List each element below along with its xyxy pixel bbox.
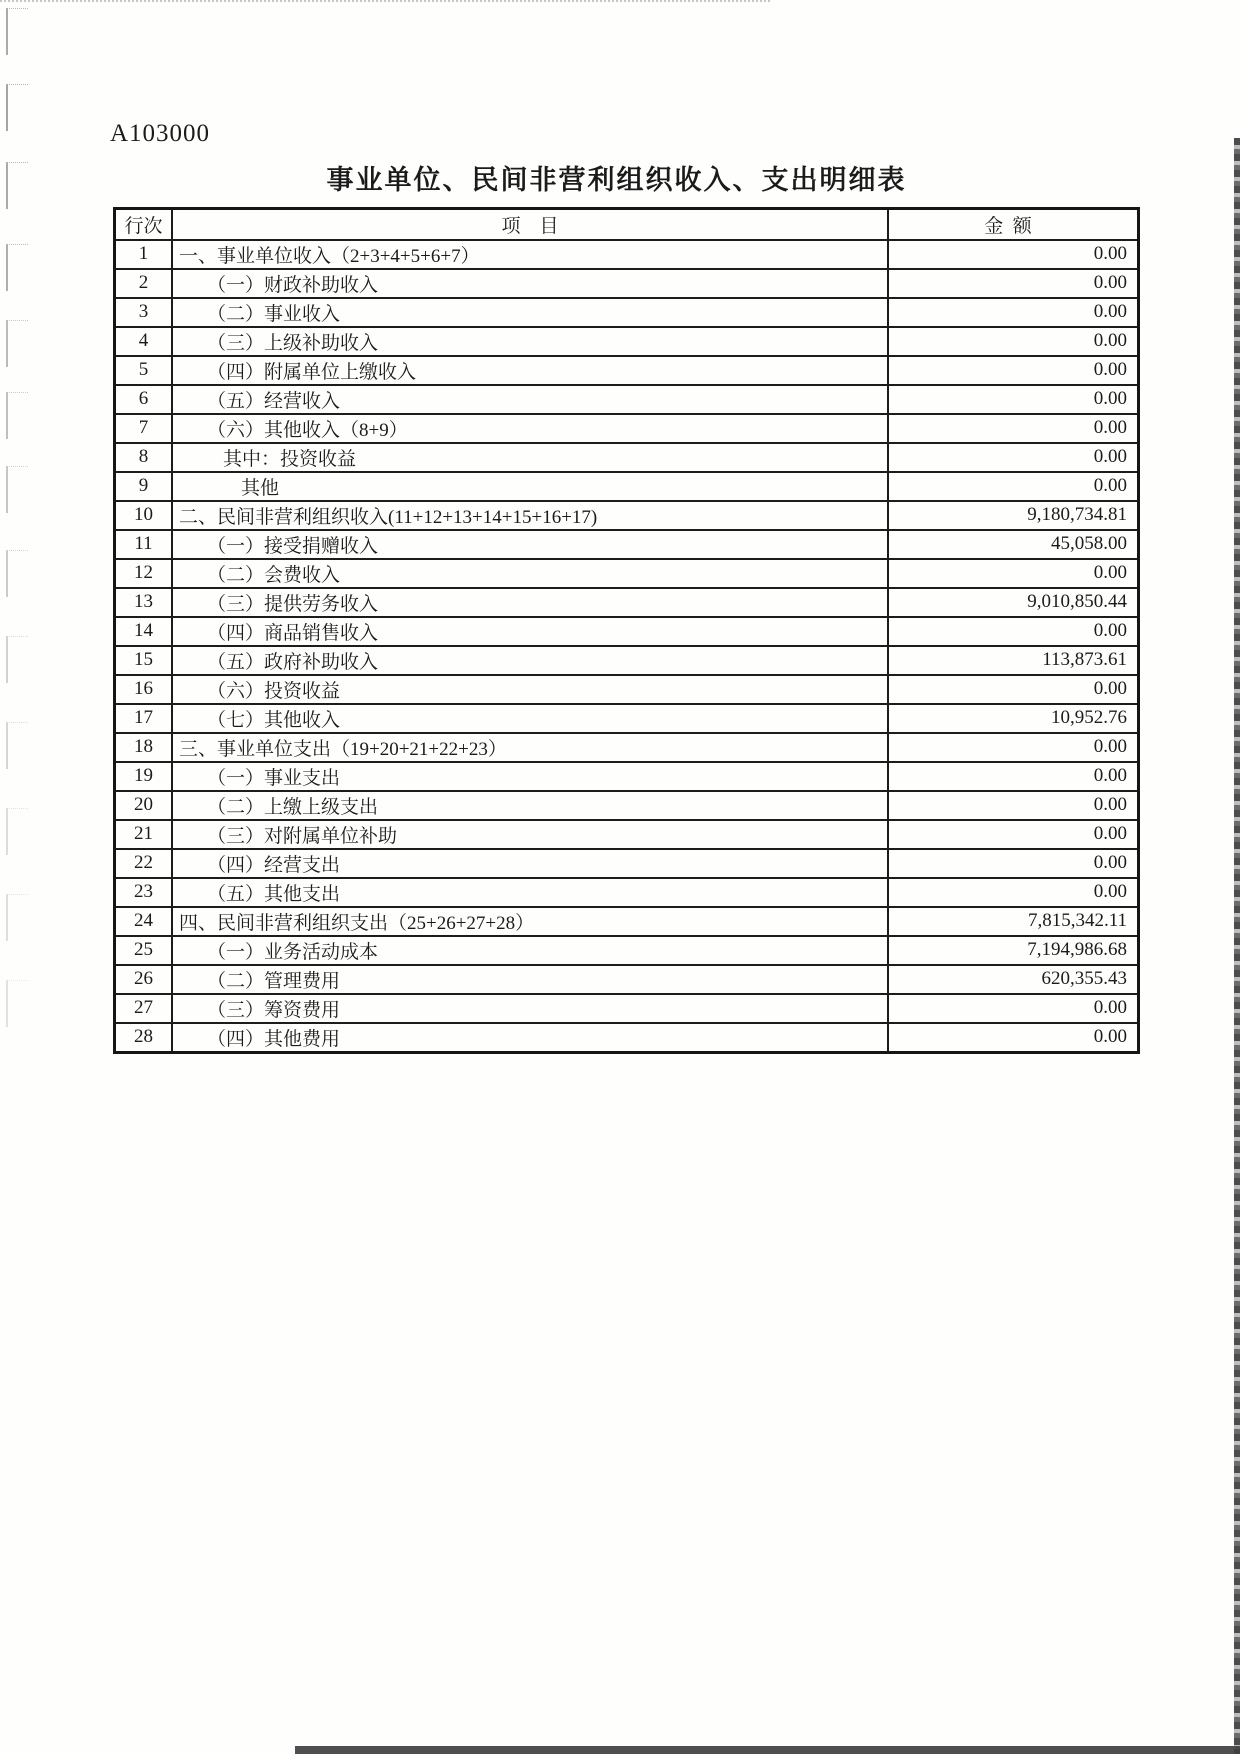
table-row	[115, 356, 1139, 385]
row-number: 28	[115, 1023, 173, 1053]
row-number: 13	[115, 588, 173, 617]
income-expense-table	[113, 207, 1140, 1054]
table-row	[115, 327, 1139, 356]
scan-artifact-binding-mark	[6, 980, 28, 1027]
table-body	[115, 240, 1139, 1053]
row-number: 8	[115, 443, 173, 472]
header-row-number: 行次	[115, 209, 173, 240]
row-item-label: 其中：投资收益	[172, 443, 888, 472]
row-item-label: （三）提供劳务收入	[172, 588, 888, 617]
row-amount-value: 620,355.43	[888, 965, 1139, 994]
row-number: 26	[115, 965, 173, 994]
row-amount-value: 113,873.61	[888, 646, 1139, 675]
table-row	[115, 849, 1139, 878]
row-item-label: （三）筹资费用	[172, 994, 888, 1023]
row-item-label: （一）财政补助收入	[172, 269, 888, 298]
row-amount-value: 0.00	[888, 994, 1139, 1023]
table-row	[115, 762, 1139, 791]
row-item-label: （六）投资收益	[172, 675, 888, 704]
row-item-label: （二）管理费用	[172, 965, 888, 994]
scan-artifact-binding-mark	[6, 8, 28, 55]
row-item-label: （四）其他费用	[172, 1023, 888, 1053]
row-amount-value: 0.00	[888, 472, 1139, 501]
row-amount-value: 0.00	[888, 849, 1139, 878]
table-header-row	[115, 209, 1139, 240]
row-number: 22	[115, 849, 173, 878]
scan-artifact-binding-mark	[6, 466, 28, 513]
row-amount-value: 0.00	[888, 791, 1139, 820]
row-amount-value: 0.00	[888, 559, 1139, 588]
table-row	[115, 385, 1139, 414]
row-item-label: （二）事业收入	[172, 298, 888, 327]
row-number: 4	[115, 327, 173, 356]
row-amount-value: 7,194,986.68	[888, 936, 1139, 965]
row-number: 16	[115, 675, 173, 704]
table-row	[115, 559, 1139, 588]
row-number: 2	[115, 269, 173, 298]
row-amount-value: 0.00	[888, 443, 1139, 472]
table-row	[115, 675, 1139, 704]
row-number: 12	[115, 559, 173, 588]
table-row	[115, 878, 1139, 907]
table-row	[115, 907, 1139, 936]
row-amount-value: 0.00	[888, 820, 1139, 849]
row-item-label: 三、事业单位支出（19+20+21+22+23）	[172, 733, 888, 762]
row-number: 23	[115, 878, 173, 907]
table-row	[115, 646, 1139, 675]
row-number: 9	[115, 472, 173, 501]
table-row	[115, 269, 1139, 298]
row-number: 20	[115, 791, 173, 820]
row-number: 3	[115, 298, 173, 327]
row-item-label: （五）经营收入	[172, 385, 888, 414]
row-item-label: （七）其他收入	[172, 704, 888, 733]
scan-artifact-bottom-edge	[295, 1746, 1240, 1754]
table-head	[115, 209, 1139, 240]
row-amount-value: 0.00	[888, 675, 1139, 704]
row-number: 7	[115, 414, 173, 443]
header-amount: 金 额	[888, 209, 1139, 240]
row-item-label: （六）其他收入（8+9）	[172, 414, 888, 443]
row-amount-value: 0.00	[888, 1023, 1139, 1053]
row-amount-value: 9,180,734.81	[888, 501, 1139, 530]
table-row	[115, 472, 1139, 501]
row-amount-value: 0.00	[888, 414, 1139, 443]
row-amount-value: 7,815,342.11	[888, 907, 1139, 936]
row-amount-value: 0.00	[888, 617, 1139, 646]
table-row	[115, 791, 1139, 820]
row-item-label: （二）上缴上级支出	[172, 791, 888, 820]
table-row	[115, 414, 1139, 443]
row-number: 14	[115, 617, 173, 646]
row-amount-value: 0.00	[888, 733, 1139, 762]
row-amount-value: 0.00	[888, 269, 1139, 298]
row-item-label: （三）上级补助收入	[172, 327, 888, 356]
row-item-label: （一）事业支出	[172, 762, 888, 791]
row-number: 5	[115, 356, 173, 385]
row-amount-value: 0.00	[888, 327, 1139, 356]
row-item-label: 四、民间非营利组织支出（25+26+27+28）	[172, 907, 888, 936]
scan-artifact-binding-mark	[6, 244, 28, 291]
row-amount-value: 0.00	[888, 878, 1139, 907]
scan-artifact-binding-mark	[6, 84, 28, 131]
row-item-label: （一）接受捐赠收入	[172, 530, 888, 559]
row-number: 24	[115, 907, 173, 936]
row-amount-value: 45,058.00	[888, 530, 1139, 559]
row-item-label: （五）其他支出	[172, 878, 888, 907]
row-amount-value: 0.00	[888, 385, 1139, 414]
scan-artifact-binding-mark	[6, 808, 28, 855]
table-row	[115, 501, 1139, 530]
row-number: 1	[115, 240, 173, 269]
row-item-label: 二、民间非营利组织收入(11+12+13+14+15+16+17)	[172, 501, 888, 530]
row-number: 15	[115, 646, 173, 675]
row-number: 17	[115, 704, 173, 733]
row-item-label: （四）附属单位上缴收入	[172, 356, 888, 385]
table-row	[115, 530, 1139, 559]
row-amount-value: 0.00	[888, 762, 1139, 791]
page-title: 事业单位、民间非营利组织收入、支出明细表	[326, 165, 907, 195]
row-amount-value: 0.00	[888, 298, 1139, 327]
row-item-label: （一）业务活动成本	[172, 936, 888, 965]
row-number: 25	[115, 936, 173, 965]
scan-artifact-binding-mark	[6, 162, 28, 209]
table-row	[115, 994, 1139, 1023]
row-number: 27	[115, 994, 173, 1023]
row-item-label: （二）会费收入	[172, 559, 888, 588]
scan-artifact-right-edge	[1234, 138, 1240, 1754]
row-item-label: 其他	[172, 472, 888, 501]
row-item-label: （四）商品销售收入	[172, 617, 888, 646]
row-item-label: （五）政府补助收入	[172, 646, 888, 675]
scan-artifact-binding-mark	[6, 550, 28, 597]
table-row	[115, 443, 1139, 472]
scan-artifact-binding-mark	[6, 320, 28, 367]
row-number: 19	[115, 762, 173, 791]
scan-artifact-binding-mark	[6, 636, 28, 683]
table-row	[115, 820, 1139, 849]
row-number: 21	[115, 820, 173, 849]
row-amount-value: 0.00	[888, 240, 1139, 269]
table-row	[115, 936, 1139, 965]
table-row	[115, 733, 1139, 762]
table-row	[115, 617, 1139, 646]
table-row	[115, 240, 1139, 269]
scan-artifact-binding-mark	[6, 392, 28, 439]
scan-artifact-binding-mark	[6, 722, 28, 769]
table-row	[115, 298, 1139, 327]
table-row	[115, 965, 1139, 994]
header-item: 项 目	[172, 209, 888, 240]
form-code: A103000	[110, 120, 211, 147]
row-number: 11	[115, 530, 173, 559]
row-number: 6	[115, 385, 173, 414]
row-amount-value: 9,010,850.44	[888, 588, 1139, 617]
row-item-label: 一、事业单位收入（2+3+4+5+6+7）	[172, 240, 888, 269]
row-amount-value: 10,952.76	[888, 704, 1139, 733]
row-item-label: （三）对附属单位补助	[172, 820, 888, 849]
row-number: 18	[115, 733, 173, 762]
row-amount-value: 0.00	[888, 356, 1139, 385]
table-row	[115, 1023, 1139, 1053]
row-item-label: （四）经营支出	[172, 849, 888, 878]
table-row	[115, 588, 1139, 617]
row-number: 10	[115, 501, 173, 530]
scan-artifact-binding-mark	[6, 894, 28, 941]
table-row	[115, 704, 1139, 733]
scan-artifact-top-edge	[0, 0, 770, 2]
